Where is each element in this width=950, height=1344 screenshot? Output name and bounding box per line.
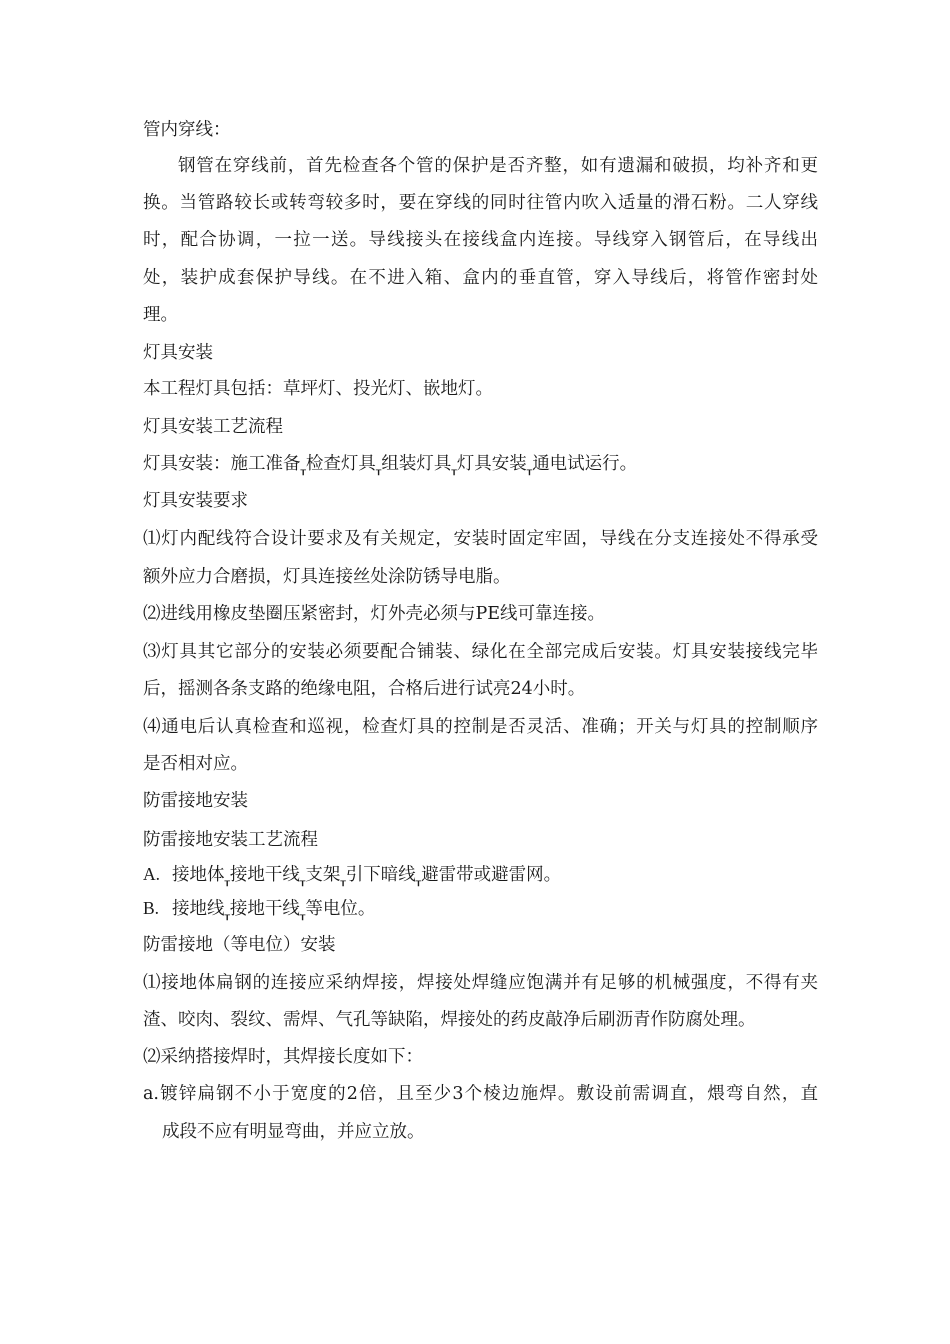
conduit-paragraph-line-4: 处，装护成套保护导线。在不进入箱、盒内的垂直管，穿入导线后，将管作密封处 xyxy=(143,268,818,288)
flow-step: 支架 xyxy=(305,865,341,885)
heading-equipotential-installation: 防雷接地（等电位）安装 xyxy=(143,935,336,955)
flow-b-label: B. xyxy=(143,898,160,918)
weld-item-a-line-2: 成段不应有明显弯曲，并应立放。 xyxy=(162,1122,425,1142)
lamp-requirement-4-line-2: 是否相对应。 xyxy=(143,754,248,774)
flow-step: 等电位。 xyxy=(305,899,376,919)
weld-requirement-1-line-2: 渣、咬肉、裂纹、需焊、气孔等缺陷，焊接处的药皮敲净后刷沥青作防腐处理。 xyxy=(143,1010,756,1030)
flow-arrow-icon: ┰ xyxy=(299,877,306,887)
lamp-requirement-3-line-2: 后，摇测各条支路的绝缘电阻，合格后进行试亮24小时。 xyxy=(143,679,586,699)
conduit-paragraph-line-5: 理。 xyxy=(143,305,178,325)
lamp-requirement-4-line-1: ⑷通电后认真检查和巡视，检查灯具的控制是否灵活、准确；开关与灯具的控制顺序 xyxy=(143,717,818,737)
conduit-paragraph-line-2: 换。当管路较长或转弯较多时，要在穿线的同时往管内吹入适量的滑石粉。二人穿线 xyxy=(143,193,818,213)
flow-arrow-icon: ┰ xyxy=(415,877,422,887)
flow-arrow-icon: ┰ xyxy=(340,877,346,887)
flow-step: 检查灯具 xyxy=(305,454,376,474)
flow-step: 引下暗线 xyxy=(345,865,416,885)
grounding-flow-a xyxy=(143,862,561,894)
weld-item-a-line-1: a.镀锌扁钢不小于宽度的2倍，且至少3个棱边施焊。敷设前需调直，煨弯自然，直 xyxy=(143,1084,818,1104)
heading-lamp-requirements: 灯具安装要求 xyxy=(143,491,248,511)
lamp-requirement-3-line-1: ⑶灯具其它部分的安装必须要配合铺装、绿化在全部完成后安装。灯具安装接线完毕 xyxy=(143,642,818,662)
flow-step: 避雷带或避雷网。 xyxy=(421,865,562,885)
flow-step: 接地体 xyxy=(172,865,225,885)
lamp-flow-prefix: 灯具安装： xyxy=(143,454,231,474)
flow-step: 施工准备 xyxy=(230,454,301,474)
flow-step: 组装灯具 xyxy=(381,454,452,474)
flow-step: 接地干线 xyxy=(229,899,300,919)
flow-arrow-icon: ┰ xyxy=(451,466,457,476)
flow-arrow-icon: ┰ xyxy=(299,911,306,921)
flow-step: 接地干线 xyxy=(229,865,300,885)
lamp-requirement-1-line-2: 额外应力合磨损，灯具连接丝处涂防锈导电脂。 xyxy=(143,567,511,587)
weld-requirement-2: ⑵采纳搭接焊时，其焊接长度如下： xyxy=(143,1047,423,1067)
heading-lightning-grounding: 防雷接地安装 xyxy=(143,791,248,811)
flow-step: 通电试运行。 xyxy=(532,454,638,474)
flow-arrow-icon: ┰ xyxy=(224,911,230,921)
heading-conduit-wiring: 管内穿线： xyxy=(143,120,231,140)
heading-lamp-process-flow: 灯具安装工艺流程 xyxy=(143,417,283,437)
conduit-paragraph-line-3: 时，配合协调，一拉一送。导线接头在接线盒内连接。导线穿入钢管后，在导线出 xyxy=(143,230,818,250)
flow-arrow-icon: ┰ xyxy=(224,877,230,887)
flow-step: 灯具安装 xyxy=(456,454,527,474)
flow-arrow-icon: ┰ xyxy=(375,466,382,476)
conduit-paragraph-line-1: 钢管在穿线前，首先检查各个管的保护是否齐整，如有遗漏和破损，均补齐和更 xyxy=(178,156,818,176)
flow-step: 接地线 xyxy=(172,899,225,919)
lamp-requirement-2: ⑵进线用橡皮垫圈压紧密封，灯外壳必须与PE线可靠连接。 xyxy=(143,604,606,624)
lamp-types-sentence: 本工程灯具包括：草坪灯、投光灯、嵌地灯。 xyxy=(143,379,493,399)
weld-requirement-1-line-1: ⑴接地体扁钢的连接应采纳焊接，焊接处焊缝应饱满并有足够的机械强度，不得有夹 xyxy=(143,973,818,993)
heading-lightning-process-flow: 防雷接地安装工艺流程 xyxy=(143,830,318,850)
grounding-flow-b xyxy=(143,896,375,928)
flow-arrow-icon: ┰ xyxy=(526,466,533,476)
flow-a-label: A. xyxy=(143,864,161,884)
lamp-requirement-1-line-1: ⑴灯内配线符合设计要求及有关规定，安装时固定牢固，导线在分支连接处不得承受 xyxy=(143,529,818,549)
flow-arrow-icon: ┰ xyxy=(300,466,306,476)
lamp-process-flow xyxy=(143,452,637,483)
heading-lamp-installation: 灯具安装 xyxy=(143,343,213,363)
